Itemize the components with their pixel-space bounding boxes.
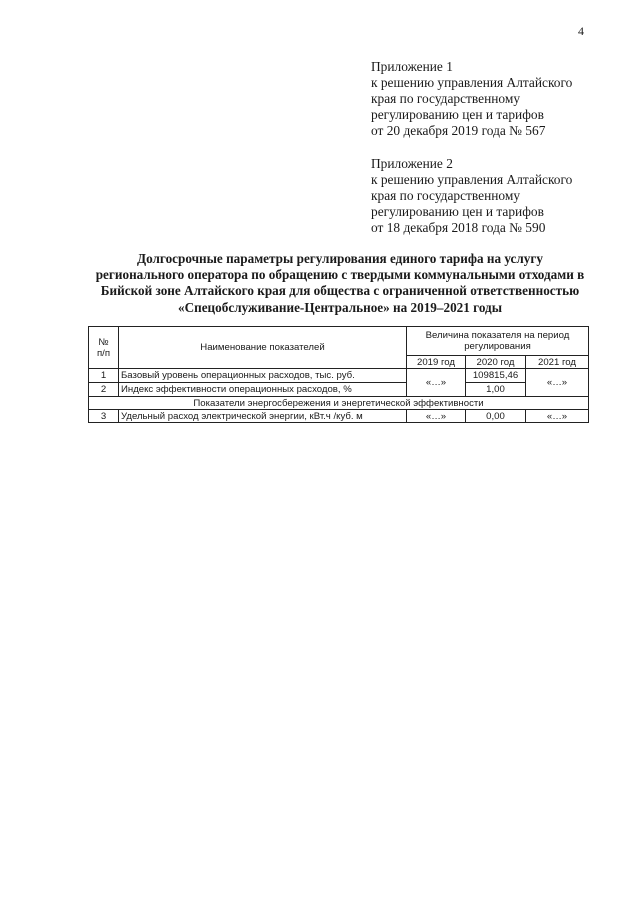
appendix-2-line: регулированию цен и тарифов (371, 204, 544, 219)
appendix-1-block (371, 59, 601, 139)
header-period-line: Величина показателя на период (425, 330, 570, 341)
row-name-cell: Удельный расход электрической энергии, кВт.ч /куб. м (119, 410, 407, 423)
appendix-1-line: к решению управления Алтайского (371, 75, 573, 90)
row-value-2019-cell: «…» (407, 410, 466, 423)
appendix-2-line: от 18 декабря 2018 года № 590 (371, 220, 546, 235)
document-title (80, 251, 600, 316)
merged-2021-cell: «…» (526, 369, 589, 397)
table-row (89, 410, 589, 423)
header-num-cell (89, 327, 119, 369)
row-num-cell: 2 (89, 383, 119, 397)
table-row (89, 369, 589, 383)
appendix-2-line: к решению управления Алтайского (371, 172, 573, 187)
header-period-line: регулирования (464, 341, 531, 352)
row-value-2020-cell: 1,00 (466, 383, 526, 397)
header-num-line: № (98, 336, 109, 348)
table-section-row (89, 397, 589, 410)
document-title-line: регионального оператора по обращению с твердыми коммунальными отходами в (95, 267, 585, 283)
section-title-cell: Показатели энергосбережения и энергетической эффективности (89, 397, 589, 410)
appendix-1-line: края по государственному (371, 91, 521, 106)
header-year-2021: 2021 год (526, 356, 589, 369)
appendix-2-line: Приложение 2 (371, 156, 453, 171)
page-number: 4 (578, 24, 584, 38)
row-num-cell: 1 (89, 369, 119, 383)
row-value-2020-cell: 109815,46 (466, 369, 526, 383)
row-value-2020-cell: 0,00 (466, 410, 526, 423)
document-title-line: «Спецобслуживание-Центральное» на 2019–2021 годы (177, 299, 502, 315)
document-title-line: Бийской зоне Алтайского края для общества с ограниченной ответственностью (100, 283, 580, 299)
row-name-cell: Индекс эффективности операционных расходов, % (119, 383, 407, 397)
row-num-cell: 3 (89, 410, 119, 423)
merged-2019-cell: «…» (407, 369, 466, 397)
header-num-line: п/п (96, 347, 111, 359)
header-period-cell (407, 327, 589, 356)
header-year-2019: 2019 год (407, 356, 466, 369)
row-value-2021-cell: «…» (526, 410, 589, 423)
appendix-2-block (371, 156, 601, 236)
appendix-1-line: регулированию цен и тарифов (371, 107, 544, 122)
document-title-line: Долгосрочные параметры регулирования единого тарифа на услугу (137, 251, 543, 266)
header-year-2020: 2020 год (466, 356, 526, 369)
parameters-table (88, 326, 589, 423)
appendix-2-line: края по государственному (371, 188, 521, 203)
appendix-1-line: от 20 декабря 2019 года № 567 (371, 123, 546, 138)
header-name-cell: Наименование показателей (119, 327, 407, 369)
table-header-row (89, 327, 589, 356)
table-row (89, 383, 589, 397)
row-name-cell: Базовый уровень операционных расходов, тыс. руб. (119, 369, 407, 383)
appendix-1-line: Приложение 1 (371, 59, 453, 74)
